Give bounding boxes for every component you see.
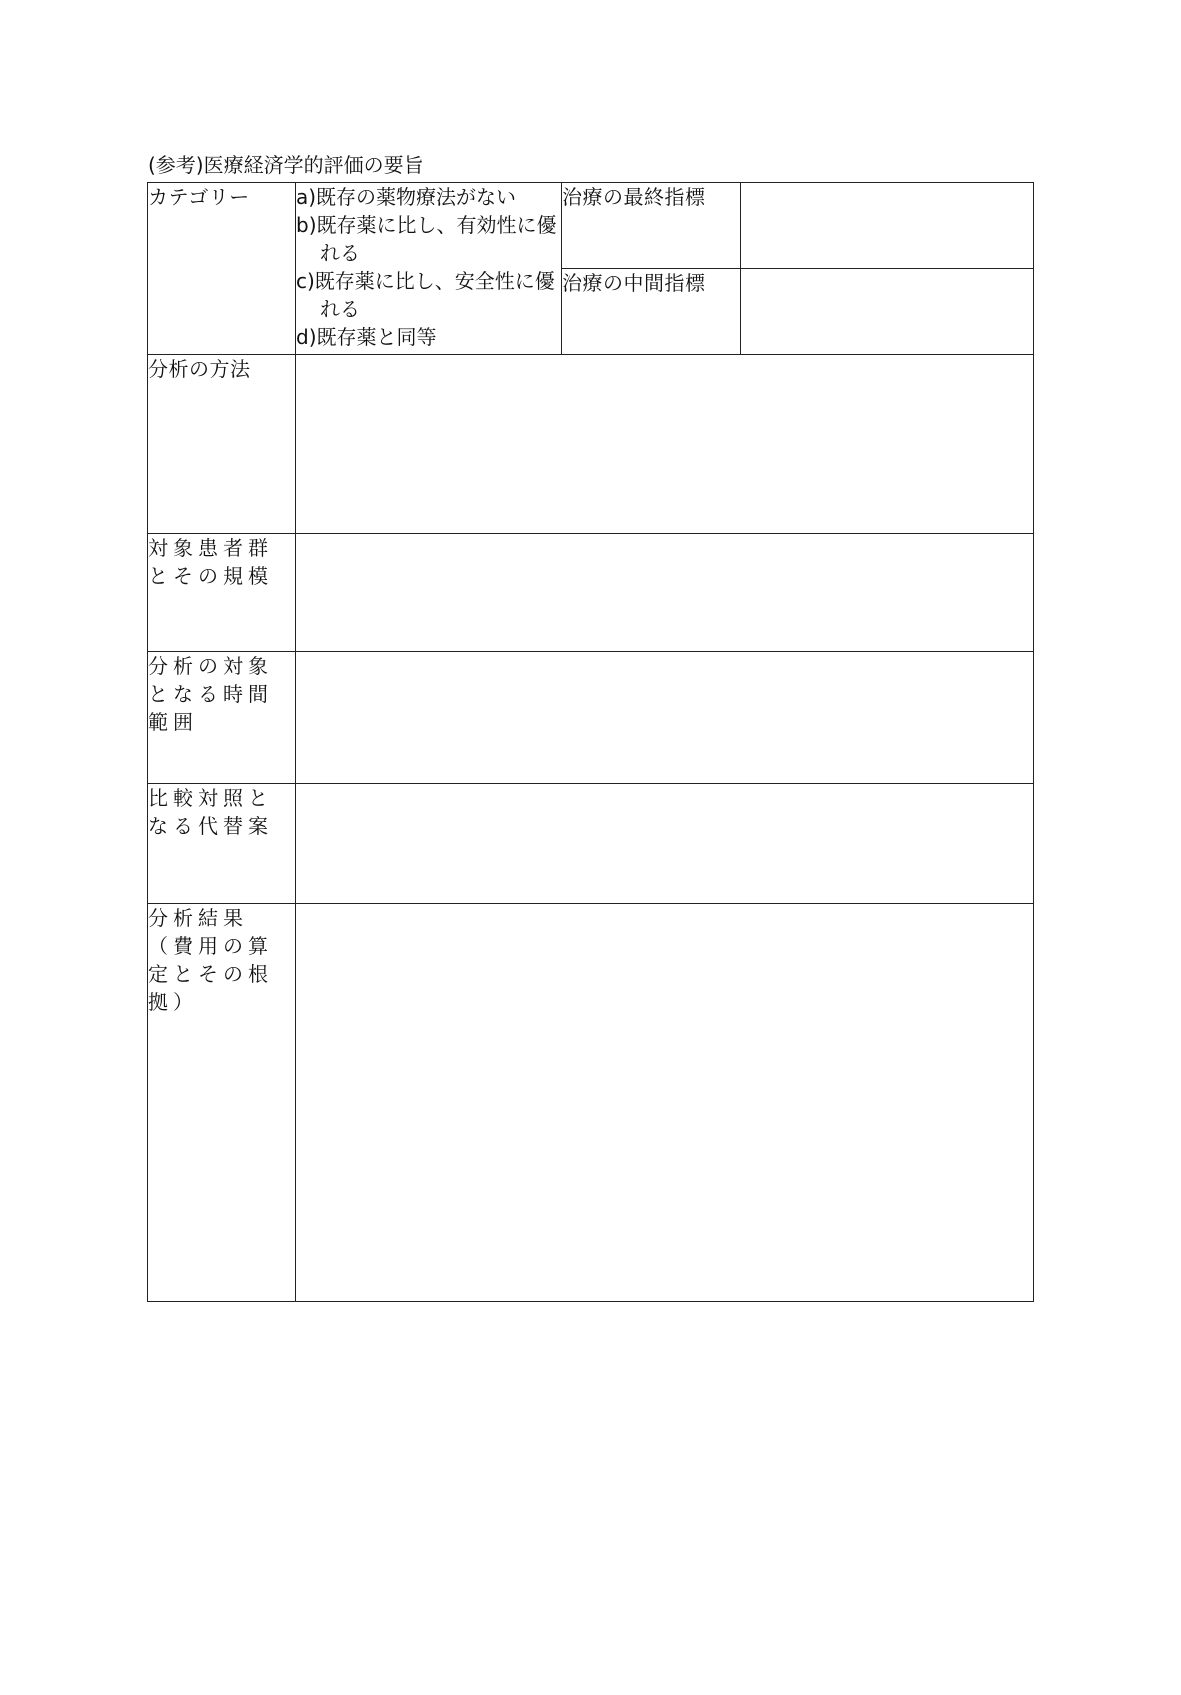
- final-indicator-label: 治療の最終指標: [562, 185, 706, 209]
- time-horizon-label: 分析の対象 となる時間 範囲: [148, 654, 273, 734]
- intermediate-indicator-value-cell[interactable]: [741, 269, 1034, 355]
- category-row: [148, 183, 1034, 269]
- comparator-value-cell[interactable]: [296, 784, 1034, 904]
- analysis-results-label: 分析結果 （費用の算 定とその根 拠）: [148, 906, 273, 1014]
- table-row: [148, 652, 1034, 784]
- category-label-cell: [148, 183, 296, 355]
- target-population-label-cell: [148, 534, 296, 652]
- target-population-label: 対象患者群 とその規模: [148, 536, 273, 588]
- analysis-method-label: 分析の方法: [148, 357, 251, 381]
- target-population-value-cell[interactable]: [296, 534, 1034, 652]
- page-title: (参考)医療経済学的評価の要旨: [148, 153, 424, 177]
- category-options-list: [296, 183, 561, 351]
- category-options-cell: [296, 183, 562, 355]
- time-horizon-label-cell: [148, 652, 296, 784]
- category-label: カテゴリー: [148, 185, 250, 209]
- analysis-results-label-cell: [148, 904, 296, 1302]
- final-indicator-label-cell: [562, 183, 741, 269]
- analysis-method-label-cell: [148, 355, 296, 534]
- analysis-results-value-cell[interactable]: [296, 904, 1034, 1302]
- intermediate-indicator-label-cell: [562, 269, 741, 355]
- category-option-c: c)既存薬に比し、安全性に優れる: [296, 269, 555, 321]
- evaluation-summary-table: [147, 182, 1034, 1302]
- time-horizon-value-cell[interactable]: [296, 652, 1034, 784]
- analysis-method-value-cell[interactable]: [296, 355, 1034, 534]
- table-row: [148, 534, 1034, 652]
- comparator-label: 比較対照と なる代替案: [148, 786, 273, 838]
- intermediate-indicator-label: 治療の中間指標: [562, 271, 706, 295]
- final-indicator-value-cell[interactable]: [741, 183, 1034, 269]
- category-option-b: b)既存薬に比し、有効性に優れる: [296, 213, 557, 265]
- category-option-a: a)既存の薬物療法がない: [296, 185, 517, 209]
- category-option-d: d)既存薬と同等: [296, 325, 437, 349]
- comparator-label-cell: [148, 784, 296, 904]
- table-row: [148, 784, 1034, 904]
- table-row: [148, 904, 1034, 1302]
- table-row: [148, 355, 1034, 534]
